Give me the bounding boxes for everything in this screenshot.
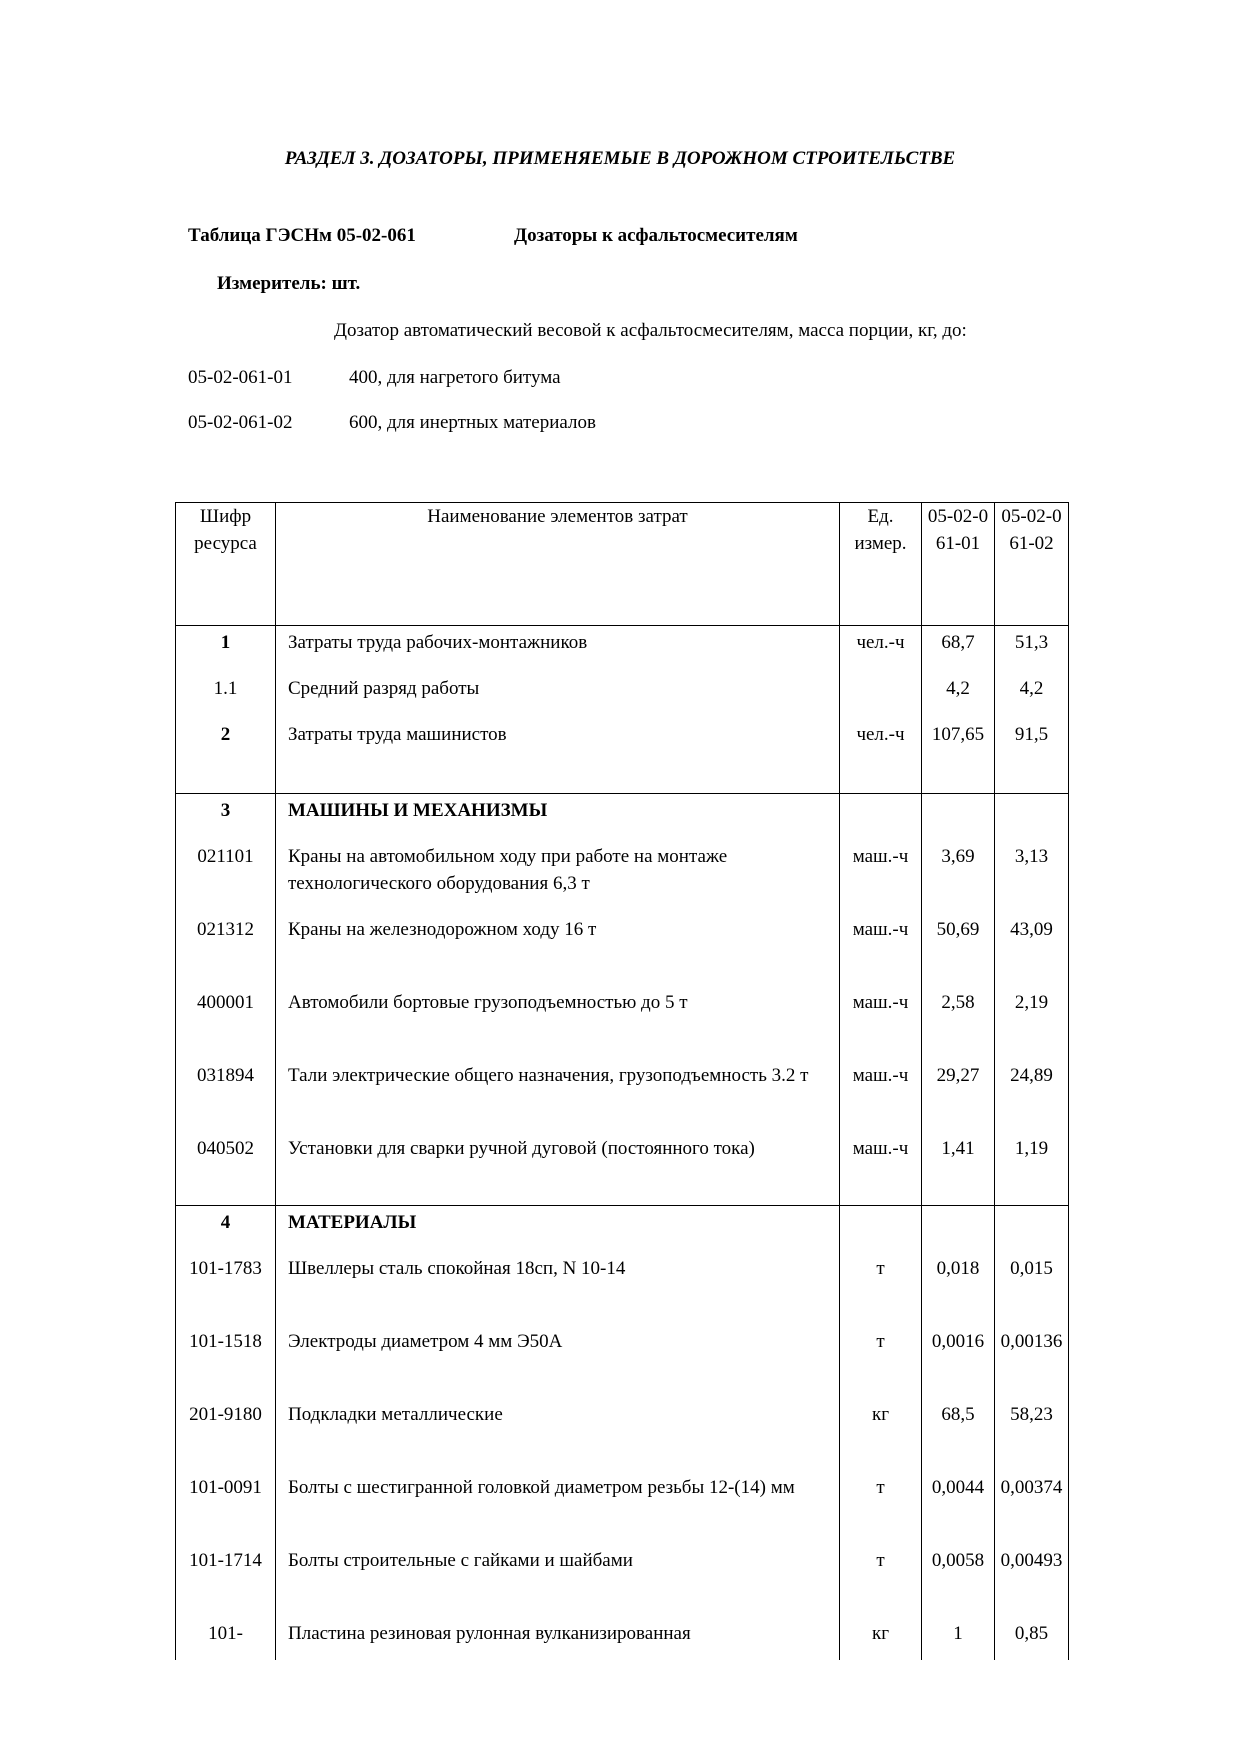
resource-name: Затраты труда машинистов [276, 718, 840, 794]
table-row [176, 1471, 1069, 1544]
value-col-02: 0,85 [995, 1617, 1069, 1660]
unit-line: Измеритель: шт. [217, 273, 361, 294]
resource-name: Болты с шестигранной головкой диаметром резьбы 12-(14) мм [276, 1471, 840, 1544]
resource-code: 101-1714 [176, 1544, 276, 1617]
table-row [176, 913, 1069, 986]
header-name: Наименование элементов затрат [276, 503, 840, 626]
resource-name: Болты строительные с гайками и шайбами [276, 1544, 840, 1617]
resource-unit: маш.-ч [840, 986, 922, 1059]
value-col-01 [922, 794, 995, 841]
value-col-02: 0,015 [995, 1252, 1069, 1325]
resource-code: 101-1783 [176, 1252, 276, 1325]
resource-unit: т [840, 1325, 922, 1398]
header-unit: Ед. измер. [840, 503, 922, 626]
resource-name: Электроды диаметром 4 мм Э50А [276, 1325, 840, 1398]
table-row [176, 1206, 1069, 1253]
resource-name: Краны на автомобильном ходу при работе на монтаже технологического оборудования 6,3 т [276, 840, 840, 913]
value-col-02: 24,89 [995, 1059, 1069, 1132]
table-row [176, 626, 1069, 673]
table-header-row [176, 503, 1069, 626]
value-col-02: 0,00136 [995, 1325, 1069, 1398]
resource-name: Швеллеры сталь спокойная 18сп, N 10-14 [276, 1252, 840, 1325]
value-col-01: 68,5 [922, 1398, 995, 1471]
work-description: Дозатор автоматический весовой к асфальтосмесителям, масса порции, кг, до: [334, 320, 967, 341]
value-col-01 [922, 1206, 995, 1253]
resource-code: 1.1 [176, 672, 276, 718]
table-row [176, 1059, 1069, 1132]
resource-code: 3 [176, 794, 276, 841]
value-col-01: 68,7 [922, 626, 995, 673]
table-row [176, 794, 1069, 841]
value-col-02: 3,13 [995, 840, 1069, 913]
resource-unit: т [840, 1544, 922, 1617]
resource-name: Затраты труда рабочих-монтажников [276, 626, 840, 673]
value-col-02 [995, 1206, 1069, 1253]
resource-unit: чел.-ч [840, 718, 922, 794]
value-col-01: 107,65 [922, 718, 995, 794]
resource-name: Автомобили бортовые грузоподъемностью до 5 т [276, 986, 840, 1059]
resource-name: Тали электрические общего назначения, грузоподъемность 3.2 т [276, 1059, 840, 1132]
table-row [176, 986, 1069, 1059]
value-col-01: 1,41 [922, 1132, 995, 1206]
table-row [176, 1544, 1069, 1617]
resource-unit: т [840, 1252, 922, 1325]
value-col-02: 51,3 [995, 626, 1069, 673]
table-row [176, 1252, 1069, 1325]
value-col-02: 4,2 [995, 672, 1069, 718]
resources-table [175, 502, 1069, 1660]
value-col-02: 2,19 [995, 986, 1069, 1059]
value-col-02: 0,00374 [995, 1471, 1069, 1544]
resource-unit: кг [840, 1617, 922, 1660]
resource-name: Средний разряд работы [276, 672, 840, 718]
value-col-01: 4,2 [922, 672, 995, 718]
resource-code: 021101 [176, 840, 276, 913]
table-code: Таблица ГЭСНм 05-02-061 [188, 225, 416, 246]
resource-code: 021312 [176, 913, 276, 986]
table-row [176, 1398, 1069, 1471]
resource-code: 400001 [176, 986, 276, 1059]
variant-code: 05-02-061-01 [188, 367, 293, 388]
table-row [176, 718, 1069, 794]
resource-code: 1 [176, 626, 276, 673]
resource-unit: маш.-ч [840, 1132, 922, 1206]
table-row [176, 1325, 1069, 1398]
resource-code: 040502 [176, 1132, 276, 1206]
resource-unit: чел.-ч [840, 626, 922, 673]
header-col-02: 05-02-061-02 [995, 503, 1069, 626]
resource-name: Подкладки металлические [276, 1398, 840, 1471]
resource-unit: маш.-ч [840, 1059, 922, 1132]
resource-unit: маш.-ч [840, 840, 922, 913]
value-col-02: 91,5 [995, 718, 1069, 794]
table-row [176, 672, 1069, 718]
resource-code: 101-1518 [176, 1325, 276, 1398]
resource-code: 101- [176, 1617, 276, 1660]
value-col-02: 43,09 [995, 913, 1069, 986]
resource-code: 101-0091 [176, 1471, 276, 1544]
resource-name: МАТЕРИАЛЫ [276, 1206, 840, 1253]
value-col-01: 1 [922, 1617, 995, 1660]
value-col-01: 0,018 [922, 1252, 995, 1325]
resource-name: Пластина резиновая рулонная вулканизированная [276, 1617, 840, 1660]
resource-code: 2 [176, 718, 276, 794]
variant-text: 600, для инертных материалов [349, 412, 596, 433]
variant-code: 05-02-061-02 [188, 412, 293, 433]
resource-name: Краны на железнодорожном ходу 16 т [276, 913, 840, 986]
resource-unit: кг [840, 1398, 922, 1471]
resource-unit: маш.-ч [840, 913, 922, 986]
value-col-01: 2,58 [922, 986, 995, 1059]
variant-text: 400, для нагретого битума [349, 367, 561, 388]
resource-unit [840, 1206, 922, 1253]
header-col-01: 05-02-061-01 [922, 503, 995, 626]
value-col-02 [995, 794, 1069, 841]
resource-code: 201-9180 [176, 1398, 276, 1471]
table-row [176, 1132, 1069, 1206]
resource-code: 031894 [176, 1059, 276, 1132]
section-title: РАЗДЕЛ 3. ДОЗАТОРЫ, ПРИМЕНЯЕМЫЕ В ДОРОЖНОМ СТРОИТЕЛЬСТВЕ [284, 148, 956, 169]
resource-unit [840, 672, 922, 718]
value-col-01: 3,69 [922, 840, 995, 913]
value-col-02: 58,23 [995, 1398, 1069, 1471]
resource-code: 4 [176, 1206, 276, 1253]
resource-name: Установки для сварки ручной дуговой (постоянного тока) [276, 1132, 840, 1206]
resource-unit [840, 794, 922, 841]
table-row [176, 1617, 1069, 1660]
table-name: Дозаторы к асфальтосмесителям [514, 225, 798, 246]
value-col-01: 29,27 [922, 1059, 995, 1132]
table-row [176, 840, 1069, 913]
value-col-02: 1,19 [995, 1132, 1069, 1206]
header-code: Шифр ресурса [176, 503, 276, 626]
resource-unit: т [840, 1471, 922, 1544]
value-col-01: 0,0044 [922, 1471, 995, 1544]
resource-name: МАШИНЫ И МЕХАНИЗМЫ [276, 794, 840, 841]
value-col-01: 50,69 [922, 913, 995, 986]
value-col-01: 0,0016 [922, 1325, 995, 1398]
value-col-01: 0,0058 [922, 1544, 995, 1617]
value-col-02: 0,00493 [995, 1544, 1069, 1617]
